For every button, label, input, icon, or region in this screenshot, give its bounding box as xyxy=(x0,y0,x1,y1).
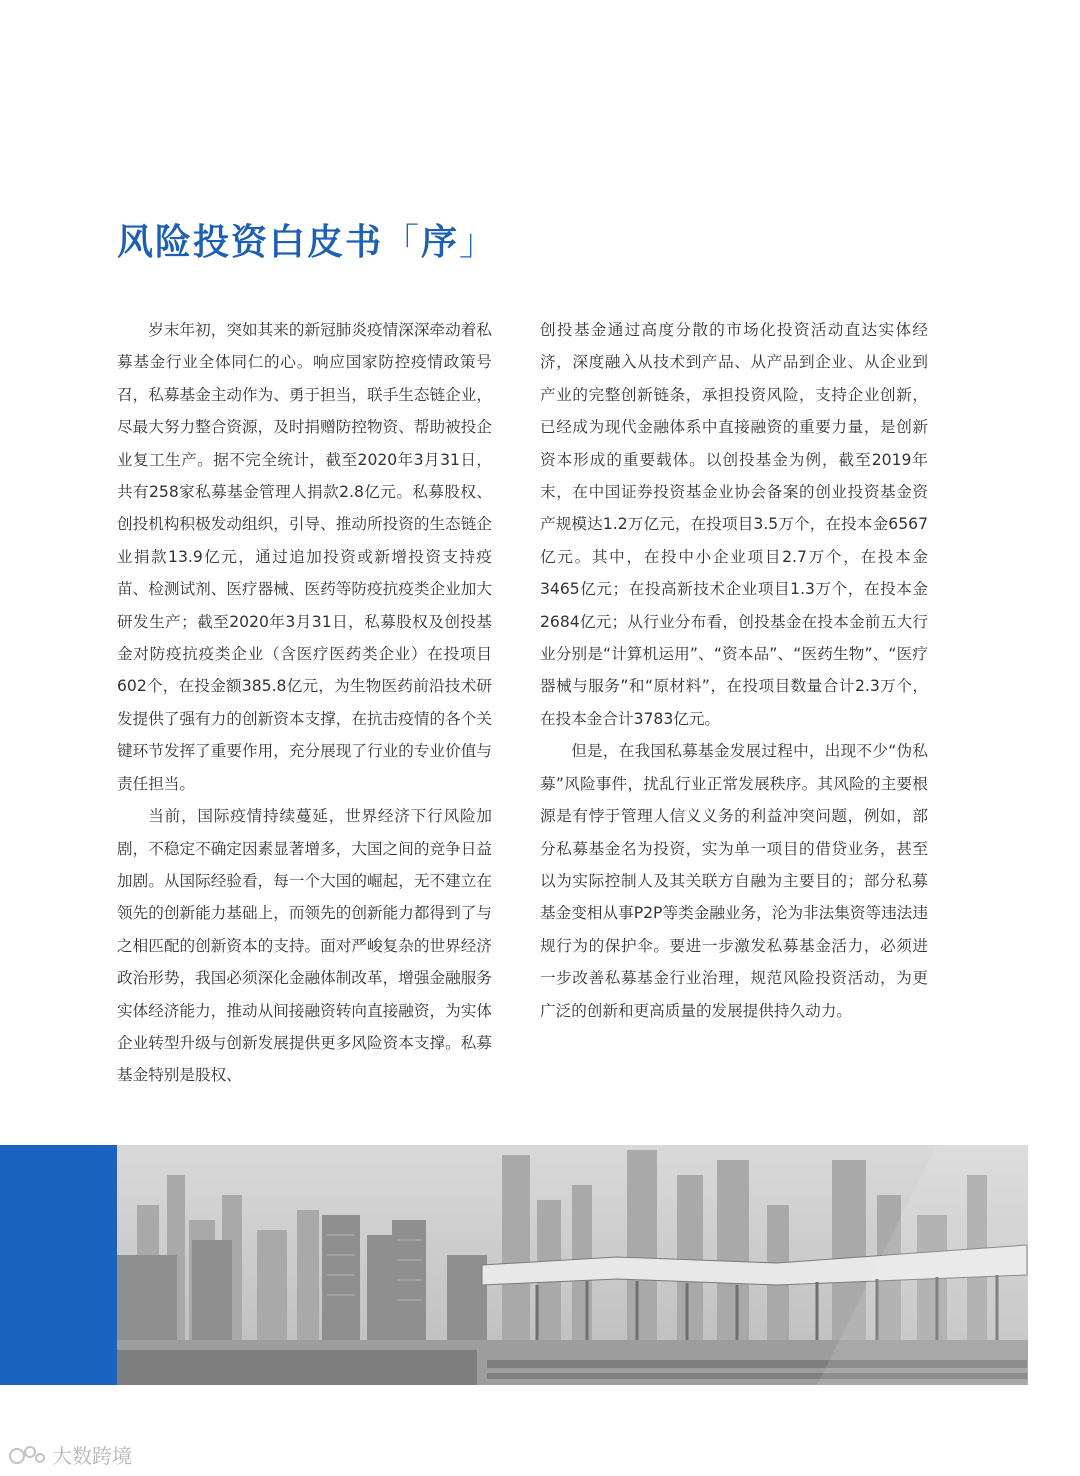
watermark xyxy=(8,1440,132,1469)
paragraph: 创投基金通过高度分散的市场化投资活动直达实体经济，深度融入从技术到产品、从产品到企业、从企业到产业的完整创新链条，承担投资风险，支持企业创新，已经成为现代金融体系中直接融资的重要力量，是创新资本形成的重要载体。以创投基金为例，截至2019年末，在中国证券投资基金业协会备案的创业投资基金资产规模达1.2万亿元，在投项目3.5万个，在投本金6567亿元。其中，在投中小企业项目2.7万个，在投本金3465亿元；在投高新技术企业项目1.3万个，在投本金2684亿元；从行业分布看，创投基金在投本金前五大行业分别是“计算机运用”、“资本品”、“医药生物”、“医疗器械与服务”和“原材料”，在投项目数量合计2.3万个，在投本金合计3783亿元。 xyxy=(540,321,928,728)
decorative-blue-block xyxy=(0,1145,117,1385)
title-open-bracket: 「 xyxy=(383,222,422,263)
paragraph: 当前，国际疫情持续蔓延，世界经济下行风险加剧，不稳定不确定因素显著增多，大国之间的竞争日益加剧。从国际经验看，每一个大国的崛起，无不建立在领先的创新能力基础上，而领先的创新能力都得到了与之相匹配的创新资本的支持。面对严峻复杂的世界经济政治形势，我国必须深化金融体制改革，增强金融服务实体经济能力，推动从间接融资转向直接融资，为实体企业转型升级与创新发展提供更多风险资本支撑。私募基金特别是股权、 xyxy=(117,807,492,1085)
page-title xyxy=(117,214,497,265)
title-main: 风险投资白皮书 xyxy=(117,222,384,263)
paragraph: 岁末年初，突如其来的新冠肺炎疫情深深牵动着私募基金行业全体同仁的心。响应国家防控疫情政策号召，私募基金主动作为、勇于担当，联手生态链企业，尽最大努力整合资源，及时捐赠防控物资、帮助被投企业复工生产。据不完全统计，截至2020年3月31日，共有258家私募基金管理人捐款2.8亿元。私募股权、创投机构积极发动组织，引导、推动所投资的生态链企业捐款13.9亿元，通过追加投资或新增投资支持疫苗、检测试剂、医疗器械、医药等防疫抗疫类企业加大研发生产；截至2020年3月31日，私募股权及创投基金对防疫抗疫类企业（含医疗医药类企业）在投项目602个，在投金额385.8亿元，为生物医药前沿技术研发提供了强有力的创新资本支撑，在抗击疫情的各个关键环节发挥了重要作用，充分展现了行业的专业价值与责任担当。 xyxy=(117,321,492,793)
city-skyline-illustration xyxy=(117,1145,1028,1385)
right-text-column xyxy=(540,314,928,1027)
left-text-column xyxy=(117,314,492,1092)
watermark-logo-icon xyxy=(8,1442,48,1468)
city-skyline-image xyxy=(117,1145,1028,1385)
paragraph: 但是，在我国私募基金发展过程中，出现不少“伪私募”风险事件，扰乱行业正常发展秩序。其风险的主要根源是有悖于管理人信义义务的利益冲突问题，例如，部分私募基金名为投资，实为单一项目的借贷业务，甚至以为实际控制人及其关联方自融为主要目的；部分私募基金变相从事P2P等类金融业务，沦为非法集资等违法违规行为的保护伞。要进一步激发私募基金活力，必须进一步改善私募基金行业治理，规范风险投资活动，为更广泛的创新和更高质量的发展提供持久动力。 xyxy=(540,742,928,1020)
watermark-text: 大数跨境 xyxy=(52,1444,132,1468)
title-close-bracket: 」 xyxy=(459,222,498,263)
title-word: 序 xyxy=(421,222,460,263)
